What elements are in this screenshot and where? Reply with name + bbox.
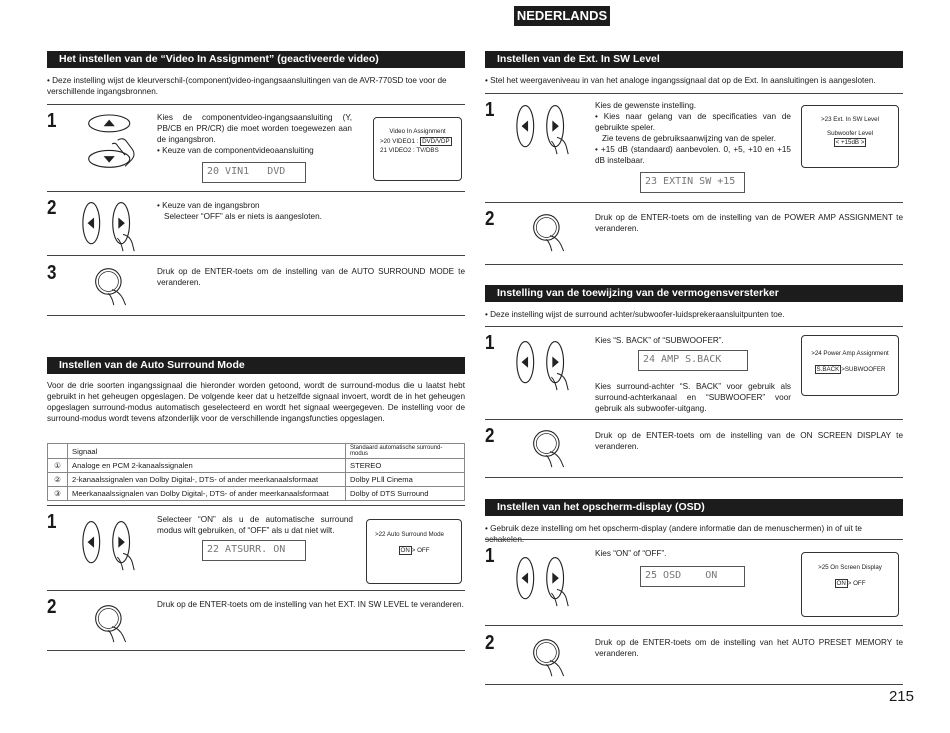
osd-intro: • Gebruik deze instelling om het opscherm-display (andere informatie dan de menuschermen) in of uit te xyxy=(485,524,862,533)
on-screen-menu-auto-surround xyxy=(366,519,462,584)
table-cell: Dolby PLⅡ Cinema xyxy=(346,473,465,487)
front-display-readout: 25 OSD ON xyxy=(640,566,745,587)
osd-title: >23 Ext. In SW Level xyxy=(821,116,879,123)
divider xyxy=(47,650,465,651)
on-screen-menu-osd xyxy=(801,552,899,617)
divider xyxy=(485,477,903,478)
step-number: 1 xyxy=(47,511,57,533)
enter-button-icon xyxy=(92,603,132,643)
osd-title: Video In Assignment xyxy=(389,128,446,135)
osd-step1-text: Kies “ON” of “OFF”. xyxy=(595,549,667,558)
section-title-osd: Instellen van het opscherm-display (OSD) xyxy=(485,499,903,516)
auto-step1-text: Selecteer “ON” als u de automatische surround modus wilt gebruiken, of “OFF” als u dat niet wilt. xyxy=(157,515,353,535)
enter-button-icon xyxy=(92,266,132,306)
osd-option: > OFF xyxy=(847,580,866,587)
divider xyxy=(485,264,903,265)
on-screen-menu-ext-sw xyxy=(801,105,899,168)
left-right-buttons-icon xyxy=(78,197,140,253)
table-cell: Dolby of DTS Surround xyxy=(346,487,465,501)
step-number: 1 xyxy=(485,545,495,567)
step-number: 1 xyxy=(47,110,57,132)
signal-table xyxy=(47,443,465,501)
osd-line: 21 VIDEO2 : TV/DBS xyxy=(380,147,439,154)
front-display-readout: 24 AMP S.BACK xyxy=(638,350,748,371)
amp-step2-text: Druk op de ENTER-toets om de instelling van de ON SCREEN DISPLAY te veranderen. xyxy=(595,431,903,451)
ext-step1-note: Zie tevens de gebruiksaanwijzing van de speler. xyxy=(602,134,776,143)
table-cell: ② xyxy=(48,473,68,487)
front-display-readout: 20 VIN1 DVD xyxy=(202,162,306,183)
osd-selected-value: ON xyxy=(836,580,846,587)
table-row xyxy=(48,473,465,487)
osd-step2-text: Druk op de ENTER-toets om de instelling van het AUTO PRESET MEMORY te veranderen. xyxy=(595,638,903,658)
divider xyxy=(47,505,465,506)
step-number: 2 xyxy=(47,197,57,219)
video-intro: • Deze instelling wijst de kleurverschil-(component)video-ingangsaansluitingen van de AVR-770SD toe voor de verschillende ingangsbronnen. xyxy=(47,76,447,96)
step-number: 2 xyxy=(47,596,57,618)
osd-title: >25 On Screen Display xyxy=(818,564,882,571)
table-header-row xyxy=(48,444,465,459)
table-cell: STEREO xyxy=(346,459,465,473)
divider xyxy=(485,202,903,203)
enter-button-icon xyxy=(530,212,570,252)
table-row xyxy=(48,459,465,473)
step-number: 2 xyxy=(485,425,495,447)
table-cell: Meerkanaalssignalen van Dolby Digital-, DTS- of ander meerkanaalsformaat xyxy=(68,487,346,501)
step-number: 1 xyxy=(485,332,495,354)
ext-step2-text: Druk op de ENTER-toets om de instelling van de POWER AMP ASSIGNMENT te veranderen. xyxy=(595,213,903,233)
auto-step2-text: Druk op de ENTER-toets om de instelling van het EXT. IN SW LEVEL te veranderen. xyxy=(157,600,464,609)
left-right-buttons-icon xyxy=(512,100,574,156)
front-display-readout: 23 EXTIN SW +15 xyxy=(640,172,745,193)
osd-option: >SUBWOOFER xyxy=(841,366,886,373)
section-title-ext-sw-level: Instellen van de Ext. In SW Level xyxy=(485,51,903,68)
step-number: 2 xyxy=(485,208,495,230)
enter-button-icon xyxy=(530,637,570,677)
ext-step1-bullet: • +15 dB (standaard) aanbevolen. 0, +5, +10 en +15 dB instelbaar. xyxy=(595,145,791,165)
table-header-cell: Signaal xyxy=(68,444,346,459)
osd-selected-value: DVD/VDP xyxy=(422,138,450,145)
video-step2-text: Selecteer “OFF” als er niets is aangesloten. xyxy=(164,212,322,221)
amp-step1-explanation: Kies surround-achter “S. BACK” voor gebruik als surround-achterkanaal en “SUBWOOFER” voor gebruik als subwoofer-uitgang. xyxy=(595,382,791,413)
enter-button-icon xyxy=(530,428,570,468)
table-row xyxy=(48,487,465,501)
language-tab: NEDERLANDS xyxy=(514,6,610,26)
amp-intro: • Deze instelling wijst de surround achter/subwoofer-luidsprekeraansluitpunten toe. xyxy=(485,310,785,319)
left-right-buttons-icon xyxy=(512,336,574,392)
osd-subtitle: Subwoofer Level xyxy=(826,130,874,137)
step-number: 2 xyxy=(485,632,495,654)
left-right-buttons-icon xyxy=(512,552,574,608)
left-right-buttons-icon xyxy=(78,516,140,572)
divider xyxy=(485,93,903,94)
divider xyxy=(47,104,465,105)
divider xyxy=(485,684,903,685)
osd-selected-value: ON xyxy=(400,547,410,554)
table-header-cell: Standaard automatische surround-modus xyxy=(346,444,465,459)
up-down-buttons-icon xyxy=(84,110,140,176)
video-step2-bullet: • Keuze van de ingangsbron xyxy=(157,201,260,210)
video-step1-text: Kies de componentvideo-ingangsaansluiting (Y, PB/CB en PR/CR) die moet worden toegewezen aan de ingangsbron. xyxy=(157,113,352,144)
step-number: 3 xyxy=(47,262,57,284)
table-header-cell xyxy=(48,444,68,459)
ext-intro: • Stel het weergaveniveau in van het analoge ingangssignaal dat op de Ext. In aansluitingen is aangesloten. xyxy=(485,76,876,85)
divider xyxy=(47,590,465,591)
divider xyxy=(485,625,903,626)
divider xyxy=(485,326,903,327)
on-screen-menu-power-amp xyxy=(801,335,899,396)
divider xyxy=(47,255,465,256)
section-title-power-amp: Instelling van de toewijzing van de vermogensversterker xyxy=(485,285,903,302)
divider xyxy=(47,191,465,192)
table-cell: 2-kanaalssignalen van Dolby Digital-, DTS- of ander meerkanaalsformaat xyxy=(68,473,346,487)
on-screen-menu-video xyxy=(373,117,462,181)
osd-selected-value: < +15dB > xyxy=(835,139,865,146)
osd-title: >22 Auto Surround Mode xyxy=(375,531,444,538)
divider xyxy=(485,539,903,540)
video-step1-bullet: • Keuze van de componentvideoaansluiting xyxy=(157,146,314,155)
table-cell: ③ xyxy=(48,487,68,501)
ext-step1-text: Kies de gewenste instelling. xyxy=(595,101,697,110)
page-number: 215 xyxy=(888,688,914,705)
step-number: 1 xyxy=(485,99,495,121)
osd-line: >20 VIDEO1 : xyxy=(380,138,421,145)
section-title-video-assignment: Het instellen van de “Video In Assignment” (geactiveerde video) xyxy=(47,51,465,68)
front-display-readout: 22 ATSURR. ON xyxy=(202,540,306,561)
osd-option: > OFF xyxy=(411,547,430,554)
table-cell: ① xyxy=(48,459,68,473)
video-step3-text: Druk op de ENTER-toets om de instelling van de AUTO SURROUND MODE te veranderen. xyxy=(157,267,465,287)
divider xyxy=(47,315,465,316)
ext-step1-bullet: • Kies naar gelang van de specificaties van de gebruikte speler. xyxy=(595,112,791,132)
section-title-auto-surround: Instellen van de Auto Surround Mode xyxy=(47,357,465,374)
divider xyxy=(485,419,903,420)
table-cell: Analoge en PCM 2-kanaalssignalen xyxy=(68,459,346,473)
amp-step1-text: Kies “S. BACK” of “SUBWOOFER”. xyxy=(595,336,724,345)
auto-surround-intro: Voor de drie soorten ingangssignaal die hieronder worden getoond, wordt de surround-modus die u laatst hebt gebruikt in het geheugen opgeslagen. De volgende keer dat u hetzelfde signaal invoert, wordt de in het geheugen opgeslagen surround-modus automatisch geselecteerd en wordt het signaal weergegeven. De instelling voor de surround-modus wordt tevens afzonderlijk voor de verschillende ingangsfuncties opgeslagen. xyxy=(47,381,465,423)
osd-title: >24 Power Amp Assignment xyxy=(811,350,889,357)
osd-selected-value: S.BACK xyxy=(816,366,840,373)
